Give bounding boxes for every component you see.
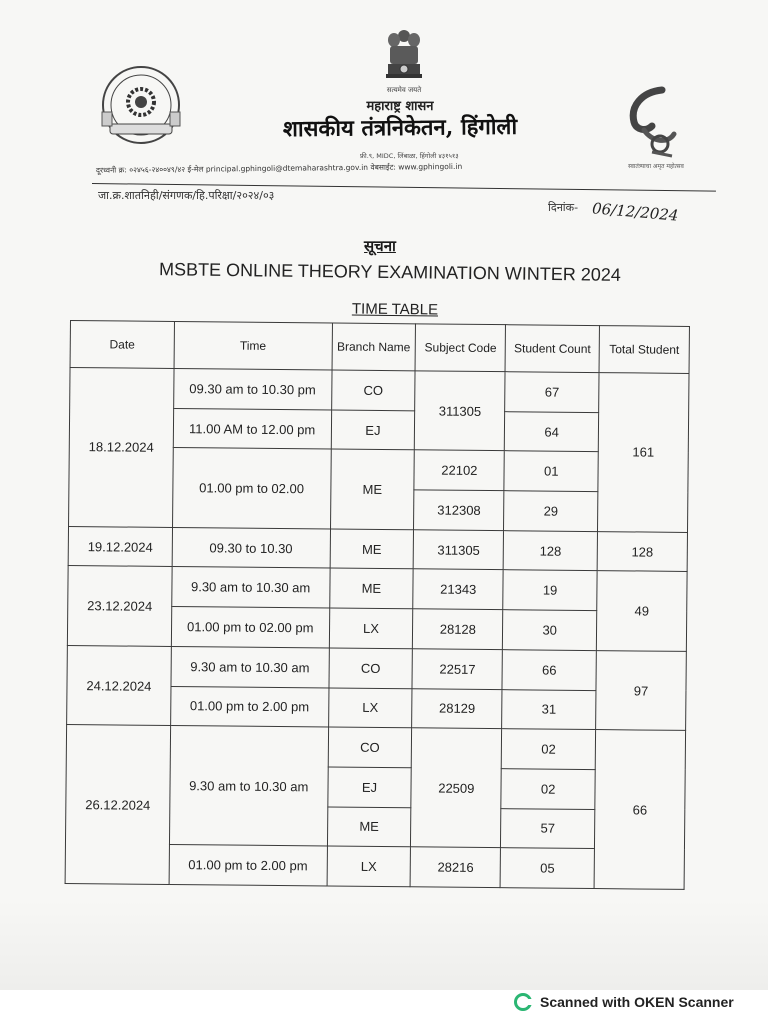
date-cell: 19.12.2024 — [68, 526, 172, 567]
institute-logo-icon — [98, 62, 184, 148]
header-total-student: Total Student — [599, 326, 689, 374]
subject-code-cell: 22509 — [411, 728, 502, 848]
branch-cell: EJ — [331, 410, 415, 450]
header-date: Date — [70, 321, 174, 369]
table-row — [70, 368, 689, 414]
total-student-cell: 97 — [596, 650, 687, 730]
header-time: Time — [174, 322, 332, 371]
notice-heading: सूचना — [364, 237, 396, 255]
time-cell: 9.30 am to 10.30 am — [171, 646, 329, 687]
total-student-cell: 49 — [596, 571, 687, 651]
student-count-cell: 30 — [503, 610, 597, 651]
table-row — [66, 725, 685, 771]
total-student-cell: 128 — [597, 531, 687, 572]
student-count-cell: 02 — [501, 769, 595, 810]
branch-cell: ME — [330, 529, 414, 569]
branch-cell: ME — [329, 568, 413, 608]
government-name: महाराष्ट्र शासन — [366, 99, 434, 114]
table-header-row — [70, 321, 689, 374]
student-count-cell: 128 — [503, 530, 597, 571]
student-count-cell: 67 — [505, 372, 599, 413]
page-title: MSBTE ONLINE THEORY EXAMINATION WINTER 2024 — [159, 259, 622, 285]
scanner-logo-icon — [514, 993, 532, 1011]
page-subtitle: TIME TABLE — [351, 300, 439, 319]
time-cell: 09.30 am to 10.30 pm — [174, 368, 332, 409]
date-label: दिनांक- — [548, 201, 579, 214]
handwritten-date: 06/12/2024 — [591, 199, 680, 225]
total-student-cell: 161 — [598, 373, 689, 533]
header-subject-code: Subject Code — [415, 324, 505, 372]
subject-code-cell: 28216 — [410, 847, 500, 888]
student-count-cell: 66 — [502, 649, 596, 690]
time-cell: 01.00 pm to 2.00 pm — [169, 845, 327, 886]
time-cell: 01.00 pm to 02.00 — [172, 448, 330, 529]
total-student-cell: 66 — [594, 730, 685, 890]
subject-code-cell: 22517 — [412, 649, 502, 690]
scanner-text: Scanned with OKEN Scanner — [540, 994, 734, 1010]
national-emblem-icon — [380, 26, 428, 88]
scanner-watermark — [514, 990, 764, 1014]
institute-address: फ्री.९, MIDC, लिंबाळा, हिंगोली ४३१५१३ — [360, 152, 459, 160]
table-row — [68, 526, 687, 572]
header-branch: Branch Name — [332, 323, 416, 371]
branch-cell: CO — [331, 370, 415, 410]
branch-cell: CO — [328, 727, 412, 767]
student-count-cell: 19 — [503, 570, 597, 611]
date-cell: 26.12.2024 — [65, 725, 170, 885]
emblem-motto: सत्यमेव जयते — [386, 86, 422, 94]
time-cell: 09.30 to 10.30 — [172, 527, 330, 568]
reference-number: जा.क्र.शातनिही/संगणक/हि.परिक्षा/२०२४/०३ — [98, 189, 275, 202]
branch-cell: CO — [329, 648, 413, 688]
time-cell: 9.30 am to 10.30 am — [169, 726, 328, 847]
student-count-cell: 01 — [504, 451, 598, 492]
subject-code-cell: 21343 — [413, 569, 503, 610]
date-cell: 23.12.2024 — [67, 566, 172, 646]
branch-cell: LX — [329, 608, 413, 648]
student-count-cell: 29 — [504, 491, 598, 532]
timetable — [65, 320, 690, 890]
student-count-cell: 02 — [501, 729, 595, 770]
student-count-cell: 31 — [502, 689, 596, 730]
subject-code-cell: 22102 — [414, 450, 504, 491]
branch-cell: LX — [328, 687, 412, 727]
branch-cell: ME — [327, 807, 411, 847]
time-cell: 11.00 AM to 12.00 pm — [173, 408, 331, 449]
table-row — [67, 645, 686, 691]
date-cell: 18.12.2024 — [69, 368, 174, 528]
right-logo-caption: स्वातंत्र्याचा अमृत महोत्सव — [628, 163, 684, 170]
time-cell: 01.00 pm to 02.00 pm — [171, 607, 329, 648]
student-count-cell: 64 — [505, 411, 599, 452]
subject-code-cell: 28128 — [413, 609, 503, 650]
subject-code-cell: 312308 — [414, 490, 504, 531]
time-cell: 9.30 am to 10.30 am — [172, 567, 330, 608]
subject-code-cell: 28129 — [412, 688, 502, 729]
table-row — [68, 566, 687, 612]
subject-code-cell: 311305 — [414, 530, 504, 571]
subject-code-cell: 311305 — [415, 371, 506, 451]
institute-name: शासकीय तंत्रनिकेतन, हिंगोली — [282, 113, 518, 143]
branch-cell: EJ — [327, 767, 411, 807]
branch-cell: ME — [330, 449, 415, 529]
amrit-mahotsav-logo-icon — [622, 86, 682, 160]
header-student-count: Student Count — [505, 325, 599, 373]
branch-cell: LX — [327, 846, 411, 887]
student-count-cell: 05 — [500, 848, 594, 889]
date-cell: 24.12.2024 — [67, 645, 172, 725]
time-cell: 01.00 pm to 2.00 pm — [171, 686, 329, 727]
student-count-cell: 57 — [501, 808, 595, 849]
contact-line: दूरध्वनी क्र: ०२४५६-२४००४९/४२ ई-मेल principal.gphingoli@dtemaharashtra.gov.in वेबसाईट: www.gphingoli.in — [95, 161, 463, 175]
